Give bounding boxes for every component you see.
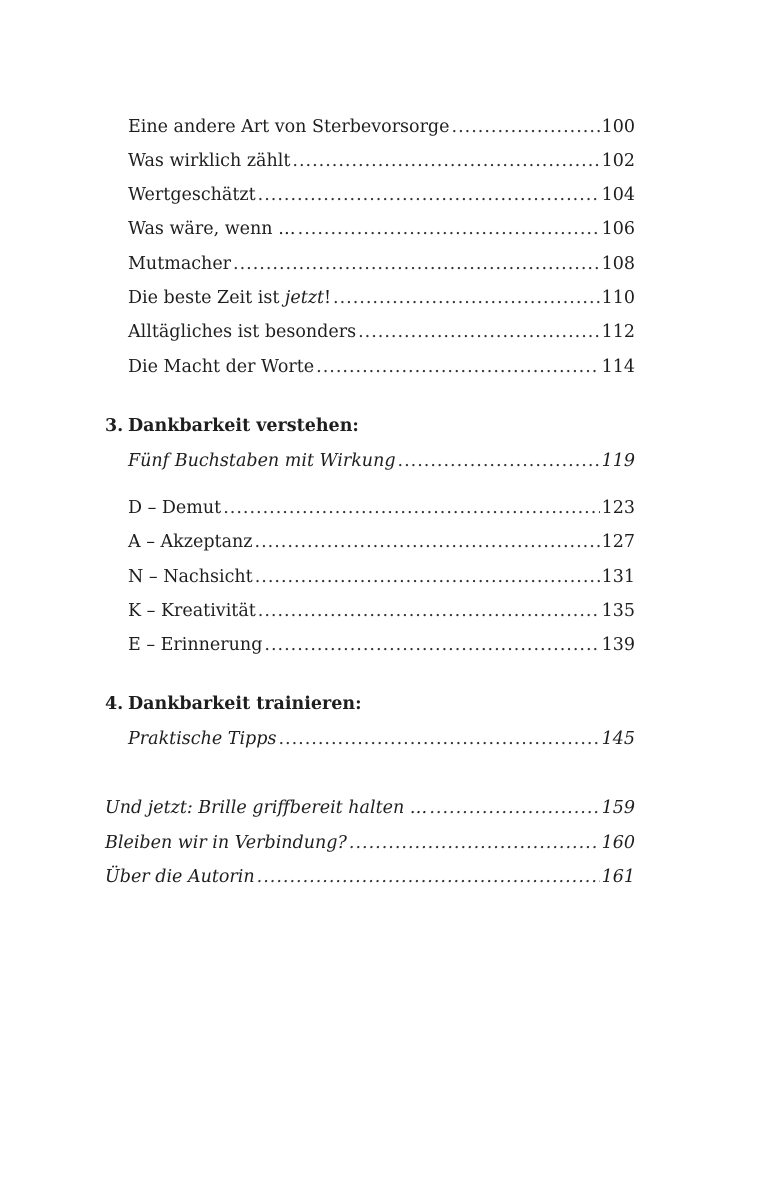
toc-entry-title: Alltägliches ist besonders — [128, 322, 357, 342]
toc-entry-title: E – Erinnerung — [128, 635, 263, 655]
toc-leader — [349, 828, 600, 858]
toc-entry-title — [128, 283, 331, 313]
toc-entry-page: 112 — [601, 322, 635, 342]
toc-entry-page: 159 — [601, 798, 635, 818]
toc-entry — [128, 352, 635, 382]
toc-leader — [298, 214, 600, 244]
toc-leader — [278, 724, 599, 754]
toc-leader — [316, 352, 599, 382]
toc-entry — [128, 596, 635, 626]
toc-entry-title-tail: ! — [324, 288, 332, 308]
toc-entry-page: 135 — [601, 601, 635, 621]
toc-leader — [429, 793, 599, 823]
toc-leader — [258, 596, 600, 626]
toc-entry — [105, 828, 635, 858]
toc-entry-page: 119 — [601, 451, 635, 471]
toc-leader — [255, 562, 600, 592]
toc-entry-page: 161 — [601, 867, 635, 887]
toc-entry-title: Was wäre, wenn … — [128, 219, 296, 239]
toc-leader — [257, 862, 600, 892]
toc-entry — [105, 862, 635, 892]
toc-entry — [128, 527, 635, 557]
toc-entry — [128, 146, 635, 176]
toc-entry-title: Mutmacher — [128, 254, 232, 274]
toc-entry-title-italic: jetzt — [284, 288, 324, 308]
toc-entry — [128, 317, 635, 347]
toc-leader — [258, 180, 600, 210]
toc-entry-page: 102 — [601, 151, 635, 171]
toc-entry-page: 145 — [601, 729, 635, 749]
toc-leader — [233, 249, 600, 279]
toc-leader — [264, 630, 599, 660]
toc-entry-page: 104 — [601, 185, 635, 205]
toc-entry-title: K – Kreativität — [128, 601, 256, 621]
toc-entry-page: 114 — [601, 357, 635, 377]
toc-entry-title: N – Nachsicht — [128, 567, 253, 587]
toc-entry-title: Wertgeschätzt — [128, 185, 256, 205]
toc-leader — [452, 112, 600, 142]
toc-entry — [128, 180, 635, 210]
toc-entry-title: Praktische Tipps — [128, 729, 277, 749]
toc-entry-page: 160 — [601, 833, 635, 853]
toc-entry-title: Fünf Buchstaben mit Wirkung — [128, 451, 396, 471]
toc-entry — [128, 283, 635, 313]
toc-entry-page: 108 — [601, 254, 635, 274]
toc-leader — [333, 283, 600, 313]
toc-entry — [128, 562, 635, 592]
toc-entry-title: Eine andere Art von Sterbevorsorge — [128, 117, 450, 137]
toc-entry-title: Über die Autorin — [105, 867, 255, 887]
toc-entry — [128, 214, 635, 244]
toc-leader — [223, 493, 599, 523]
toc-entry-page: 106 — [601, 219, 635, 239]
toc-entry — [128, 112, 635, 142]
toc-leader — [358, 317, 600, 347]
section-title: Dankbarkeit verstehen: — [128, 416, 359, 436]
toc-entry — [128, 630, 635, 660]
toc-entry-page: 127 — [601, 532, 635, 552]
toc-entry-title: Was wirklich zählt — [128, 151, 291, 171]
toc-leader — [255, 527, 600, 557]
toc-entry-page: 139 — [601, 635, 635, 655]
toc-entry-page: 123 — [601, 498, 635, 518]
section-number: 4. — [105, 694, 124, 714]
section-number: 3. — [105, 416, 124, 436]
toc-entry-title: Bleiben wir in Verbindung? — [105, 833, 347, 853]
toc-entry — [128, 493, 635, 523]
toc-subtitle-entry — [128, 446, 635, 476]
toc-entry-page: 100 — [601, 117, 635, 137]
toc-leader — [292, 146, 599, 176]
toc-entry — [128, 249, 635, 279]
toc-entry-title: D – Demut — [128, 498, 222, 518]
toc-subtitle-entry — [128, 724, 635, 754]
section-4-heading — [105, 689, 362, 719]
toc-entry-title: Und jetzt: Brille griffbereit halten … — [105, 798, 428, 818]
toc-entry-page: 131 — [601, 567, 635, 587]
toc-entry-title-plain: Die beste Zeit ist — [128, 288, 285, 308]
toc-entry-title: A – Akzeptanz — [128, 532, 253, 552]
toc-entry — [105, 793, 635, 823]
section-3-heading — [105, 411, 359, 441]
section-title: Dankbarkeit trainieren: — [128, 694, 362, 714]
toc-entry-title: Die Macht der Worte — [128, 357, 315, 377]
toc-leader — [398, 446, 600, 476]
toc-entry-page: 110 — [601, 288, 635, 308]
